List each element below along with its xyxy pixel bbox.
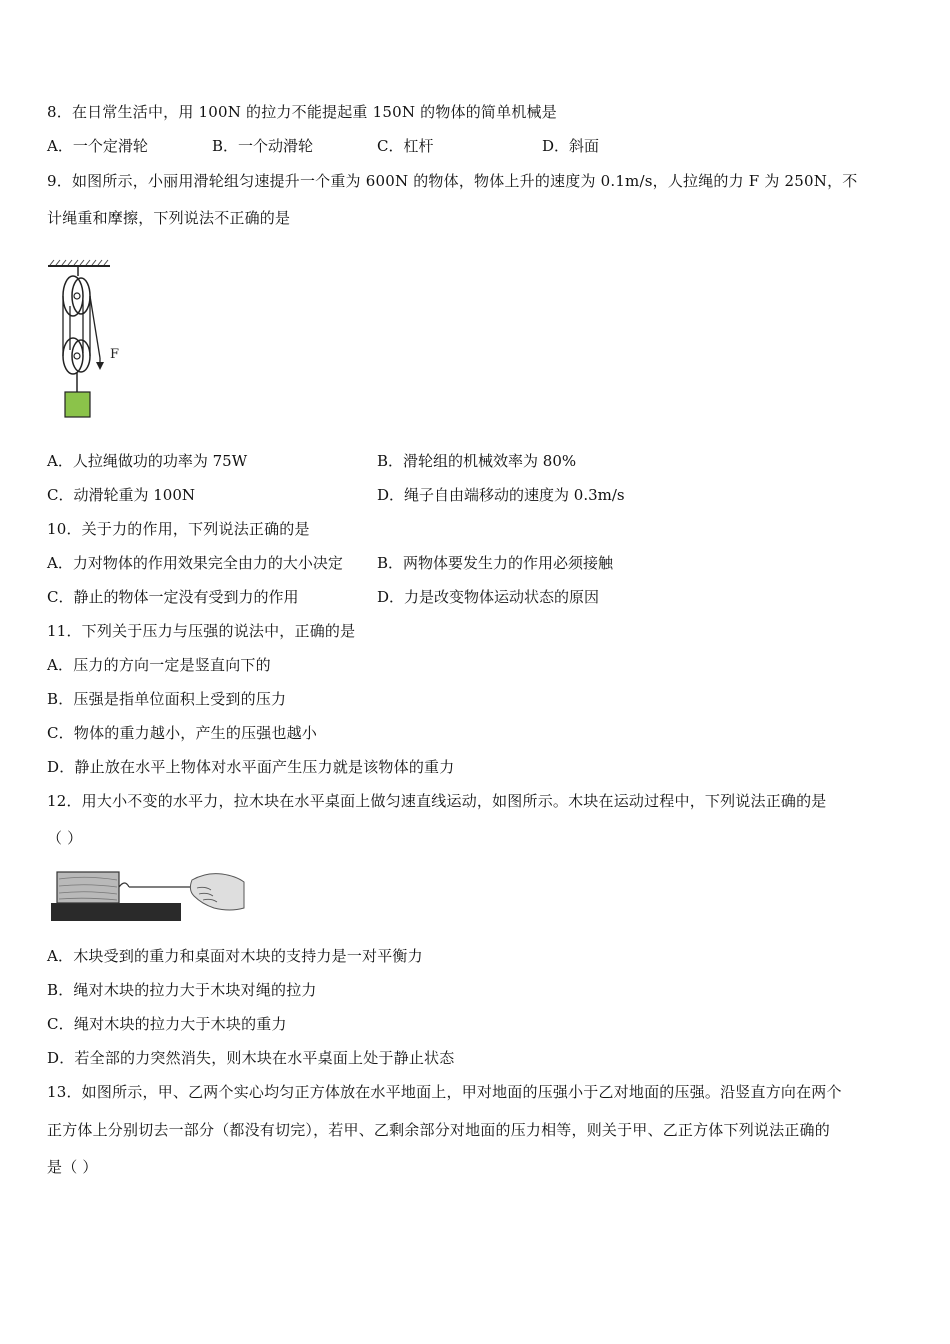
q12-option-b: B．绳对木块的拉力大于木块对绳的拉力 — [47, 981, 317, 999]
q11-option-c: C．物体的重力越小，产生的压强也越小 — [47, 724, 318, 742]
q8-stem: 8．在日常生活中，用 100N 的拉力不能提起重 150N 的物体的简单机械是 — [47, 103, 557, 121]
weight-block — [65, 392, 90, 417]
q8-option-d: D．斜面 — [542, 137, 600, 155]
q12-option-d: D．若全部的力突然消失，则木块在水平桌面上处于静止状态 — [47, 1049, 455, 1067]
q9-option-c: C．动滑轮重为 100N — [47, 486, 196, 504]
q10-option-c: C．静止的物体一定没有受到力的作用 — [47, 588, 299, 606]
q13-stem-line2: 正方体上分别切去一部分（都没有切完），若甲、乙剩余部分对地面的压力相等，则关于甲、乙正方体下列说法正确的 — [47, 1121, 830, 1139]
q11-option-a: A．压力的方向一定是竖直向下的 — [47, 656, 271, 674]
q12-stem-line2: （ ） — [47, 829, 83, 847]
q13-stem-line3: 是（ ） — [47, 1158, 98, 1176]
q11-stem: 11．下列关于压力与压强的说法中，正确的是 — [47, 622, 356, 640]
hand-icon — [190, 874, 244, 910]
q9-stem-line2: 计绳重和摩擦，下列说法不正确的是 — [47, 209, 291, 227]
force-arrow-icon — [96, 362, 104, 370]
q9-option-d: D．绳子自由端移动的速度为 0.3m/s — [377, 486, 625, 504]
q10-option-a: A．力对物体的作用效果完全由力的大小决定 — [47, 554, 343, 572]
q8-option-c: C．杠杆 — [377, 137, 434, 155]
table-surface — [51, 903, 181, 921]
q12-option-a: A．木块受到的重力和桌面对木块的支持力是一对平衡力 — [47, 947, 423, 965]
q10-option-d: D．力是改变物体运动状态的原因 — [377, 588, 600, 606]
pulley-system-figure — [44, 258, 134, 420]
q12-stem-line1: 12．用大小不变的水平力，拉木块在水平桌面上做匀速直线运动，如图所示。木块在运动过程中，下列说法正确的是 — [47, 792, 827, 810]
q9-option-b: B．滑轮组的机械效率为 80% — [377, 452, 577, 470]
q11-option-d: D．静止放在水平上物体对水平面产生压力就是该物体的重力 — [47, 758, 455, 776]
force-label: F — [110, 347, 120, 362]
q10-option-b: B．两物体要发生力的作用必须接触 — [377, 554, 614, 572]
ceiling-hatch — [50, 260, 108, 265]
q11-option-b: B．压强是指单位面积上受到的压力 — [47, 690, 287, 708]
q8-option-b: B．一个动滑轮 — [212, 137, 314, 155]
q9-option-a: A．人拉绳做功的功率为 75W — [47, 452, 248, 470]
q13-stem-line1: 13．如图所示，甲、乙两个实心均匀正方体放在水平地面上，甲对地面的压强小于乙对地面的压强。沿竖直方向在两个 — [47, 1083, 842, 1101]
q10-stem: 10．关于力的作用，下列说法正确的是 — [47, 520, 310, 538]
wood-block-figure — [47, 866, 247, 924]
q12-option-c: C．绳对木块的拉力大于木块的重力 — [47, 1015, 287, 1033]
q8-option-a: A．一个定滑轮 — [47, 137, 148, 155]
q9-stem-line1: 9．如图所示，小丽用滑轮组匀速提升一个重为 600N 的物体，物体上升的速度为 0.1m/s，人拉绳的力 F 为 250N，不 — [47, 172, 858, 190]
